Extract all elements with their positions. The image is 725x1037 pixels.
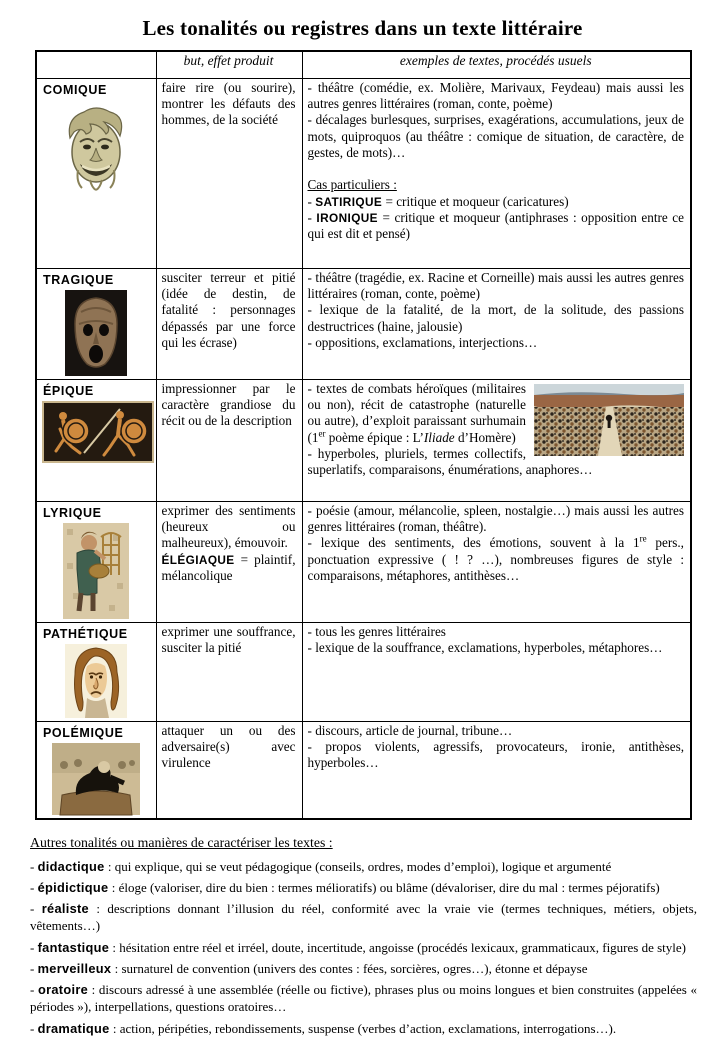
list-dash: - <box>30 880 38 895</box>
tonality-term: fantastique <box>38 940 110 955</box>
exemples-cell-tragique <box>302 268 691 379</box>
text-segment: - <box>308 210 317 225</box>
register-row-lyrique <box>36 501 691 622</box>
but-paragraph <box>162 552 296 585</box>
register-cell-pathetique <box>36 622 156 721</box>
tonality-term: merveilleux <box>38 961 112 976</box>
exemples-paragraph <box>308 210 685 243</box>
exemples-paragraph <box>308 535 685 584</box>
tonality-definition: : descriptions donnant l’illusion du réel, conformité avec la vraie vie (termes techniques, métiers, objets, vêtements…) <box>30 901 697 933</box>
exemples-cell-epique <box>302 379 691 501</box>
list-dash: - <box>30 901 42 916</box>
text-segment: - décalages burlesques, surprises, exagérations, accumulations, jeux de mots, quiproquos (au théâtre : comique de situation, de caractère, de gestes, de mots)… <box>308 112 685 160</box>
register-row-tragique <box>36 268 691 379</box>
text-segment: susciter terreur et pitié (idée de destin, de fatalité : personnages dépassés par une force qui les écrase) <box>162 270 296 350</box>
but-cell-epique <box>156 379 302 501</box>
register-cell-comique <box>36 78 156 268</box>
text-segment: ÉLÉGIAQUE <box>162 553 235 567</box>
header-row <box>36 51 691 78</box>
page-title: Les tonalités ou registres dans un texte littéraire <box>0 16 725 41</box>
text-segment: poème épique : L’ <box>326 430 424 445</box>
exemples-cell-polemique <box>302 721 691 819</box>
exemples-paragraph <box>308 739 685 772</box>
tonality-item-7 <box>30 1020 697 1037</box>
register-cell-polemique <box>36 721 156 819</box>
tonality-definition: : discours adressé à une assemblée (réelle ou fictive), phrases plus ou moins longues et bien construites (appelées « périodes »), interpellations, questions oratoires… <box>30 982 697 1014</box>
register-cell-epique <box>36 379 156 501</box>
text-segment: - lexique de la fatalité, de la mort, de la solitude, des passions destructrices (haine, jalousie) <box>308 302 685 333</box>
exemples-paragraph <box>308 270 685 303</box>
exemples-paragraph <box>308 302 685 335</box>
registers-table <box>35 50 692 820</box>
text-segment: re <box>640 534 647 544</box>
text-segment: - textes de combats héroïques (militaires ou non), récit de catastrophe (naturelle ou autre), d’exploit paraissant surhumain (1 <box>308 381 527 445</box>
tonality-term: réaliste <box>42 901 89 916</box>
but-paragraph <box>162 624 296 657</box>
greek-vase-warriors-image <box>42 401 150 463</box>
text-segment: SATIRIQUE <box>315 195 382 209</box>
tragedy-mask-image <box>65 290 127 376</box>
header-exemples: exemples de textes, procédés usuels <box>302 51 691 78</box>
but-paragraph <box>162 381 296 430</box>
text-segment: er <box>319 428 326 438</box>
tonality-definition: : éloge (valoriser, dire du bien : termes mélioratifs) ou blâme (dévaloriser, dire du mal : termes péjoratifs) <box>108 880 659 895</box>
register-label-tragique: TRAGIQUE <box>42 270 150 287</box>
tonality-term: didactique <box>38 859 105 874</box>
but-cell-tragique <box>156 268 302 379</box>
register-row-polemique <box>36 721 691 819</box>
text-segment: impressionner par le caractère grandiose du récit ou de la description <box>162 381 296 429</box>
but-cell-polemique <box>156 721 302 819</box>
text-segment: pers., ponctuation expressive ( ! ? …), nombreuses figures de style : comparaisons, métaphores, antithèses… <box>308 535 685 583</box>
list-dash: - <box>30 859 38 874</box>
but-paragraph <box>162 270 296 352</box>
exemples-cell-comique <box>302 78 691 268</box>
exemples-paragraph <box>308 177 685 193</box>
tonality-term: dramatique <box>38 1021 110 1036</box>
tonality-item-1 <box>30 858 697 875</box>
but-paragraph <box>162 80 296 129</box>
but-paragraph <box>162 723 296 772</box>
orator-tribune-image <box>42 743 150 815</box>
register-label-epique: ÉPIQUE <box>42 381 150 398</box>
text-segment: IRONIQUE <box>316 211 378 225</box>
exemples-paragraph <box>308 503 685 536</box>
text-segment: d’Homère) <box>455 430 516 445</box>
other-tonalities-section <box>30 835 697 1037</box>
comedy-mask-image <box>60 100 132 192</box>
exemples-paragraph <box>308 80 685 113</box>
header-but: but, effet produit <box>156 51 302 78</box>
but-cell-comique <box>156 78 302 268</box>
orator-tribune-image <box>52 743 140 815</box>
exemples-cell-pathetique <box>302 622 691 721</box>
tonality-term: épidictique <box>38 880 109 895</box>
text-segment: - tous les genres littéraires <box>308 624 446 639</box>
text-segment: - poésie (amour, mélancolie, spleen, nostalgie…) mais aussi les autres genres littéraires (roman, théâtre). <box>308 503 685 534</box>
tonality-item-3 <box>30 900 697 935</box>
text-segment: - propos violents, agressifs, provocateurs, ironie, antithèses, hyperboles… <box>308 739 685 770</box>
register-cell-tragique <box>36 268 156 379</box>
register-row-pathetique <box>36 622 691 721</box>
text-segment: - lexique des sentiments, des émotions, souvent à la 1 <box>308 535 640 550</box>
text-segment: = plaintif, mélancolique <box>162 552 296 583</box>
other-tonalities-heading: Autres tonalités ou manières de caractériser les textes : <box>30 835 697 851</box>
tonality-definition: : action, péripéties, rebondissements, suspense (verbes d’action, exclamations, interrogations…). <box>110 1021 617 1036</box>
tonality-item-2 <box>30 879 697 896</box>
text-segment: - théâtre (comédie, ex. Molière, Marivaux, Feydeau) mais aussi les autres genres littéraires (roman, conte, poème) <box>308 80 685 111</box>
text-segment: - oppositions, exclamations, interjections… <box>308 335 538 350</box>
text-segment: - hyperboles, pluriels, termes collectifs, superlatifs, comparaisons, énumérations, anaphores… <box>308 446 593 477</box>
list-dash: - <box>30 1021 38 1036</box>
registers-tbody <box>36 78 691 819</box>
exemples-paragraph <box>308 161 685 177</box>
text-segment: - discours, article de journal, tribune… <box>308 723 513 738</box>
exemples-cell-lyrique <box>302 501 691 622</box>
text-segment: = critique et moqueur (caricatures) <box>382 194 568 209</box>
but-cell-pathetique <box>156 622 302 721</box>
register-label-lyrique: LYRIQUE <box>42 503 150 520</box>
register-row-epique <box>36 379 691 501</box>
tonality-item-5 <box>30 960 697 977</box>
exemples-paragraph <box>308 640 685 656</box>
exemples-paragraph <box>308 624 685 640</box>
tonality-definition: : surnaturel de convention (univers des contes : fées, sorcières, ogres…), étonne et dépayse <box>111 961 587 976</box>
text-segment: exprimer des sentiments (heureux ou malheureux), émouvoir. <box>162 503 296 551</box>
exemples-paragraph <box>308 194 685 210</box>
text-segment: Iliade <box>424 430 455 445</box>
tonality-term: oratoire <box>38 982 88 997</box>
register-label-comique: COMIQUE <box>42 80 150 97</box>
register-label-pathetique: PATHÉTIQUE <box>42 624 150 641</box>
tonality-item-4 <box>30 939 697 956</box>
text-segment: faire rire (ou sourire), montrer les défauts des hommes, de la société <box>162 80 296 128</box>
exemples-paragraph <box>308 112 685 161</box>
tonality-definition: : qui explique, qui se veut pédagogique (conseils, ordres, modes d’emploi), logique et argumenté <box>105 859 612 874</box>
text-segment: attaquer un ou des adversaire(s) avec virulence <box>162 723 296 771</box>
list-dash: - <box>30 940 38 955</box>
register-label-polemique: POLÉMIQUE <box>42 723 150 740</box>
comedy-mask-image <box>42 100 150 192</box>
tonality-definition: : hésitation entre réel et irréel, doute, incertitude, angoisse (procédés lexicaux, grammaticaux, figures de style) <box>109 940 686 955</box>
greek-vase-warriors-image <box>42 401 154 463</box>
header-register <box>36 51 156 78</box>
list-dash: - <box>30 961 38 976</box>
tragedy-mask-image <box>42 290 150 376</box>
text-segment: - lexique de la souffrance, exclamations, hyperboles, métaphores… <box>308 640 663 655</box>
sad-caricature-image <box>65 644 127 718</box>
exemples-paragraph <box>308 723 685 739</box>
text-segment: exprimer une souffrance, susciter la pitié <box>162 624 296 655</box>
but-paragraph <box>162 503 296 552</box>
lyre-player-mosaic-image <box>63 523 129 619</box>
list-dash: - <box>30 982 38 997</box>
battle-army-photo <box>534 384 684 456</box>
table-header <box>36 51 691 78</box>
other-tonalities-list <box>30 858 697 1037</box>
text-segment: - <box>308 194 316 209</box>
exemples-paragraph <box>308 335 685 351</box>
text-segment: Cas particuliers : <box>308 177 397 192</box>
sad-caricature-image <box>42 644 150 718</box>
tonality-item-6 <box>30 981 697 1016</box>
register-row-comique <box>36 78 691 268</box>
text-segment: - théâtre (tragédie, ex. Racine et Corneille) mais aussi les autres genres littéraires (roman, conte, poème) <box>308 270 685 301</box>
register-cell-lyrique <box>36 501 156 622</box>
text-segment: = critique et moqueur (antiphrases : opposition entre ce qui est dit et pensé) <box>308 210 684 241</box>
but-cell-lyrique <box>156 501 302 622</box>
lyre-player-mosaic-image <box>42 523 150 619</box>
